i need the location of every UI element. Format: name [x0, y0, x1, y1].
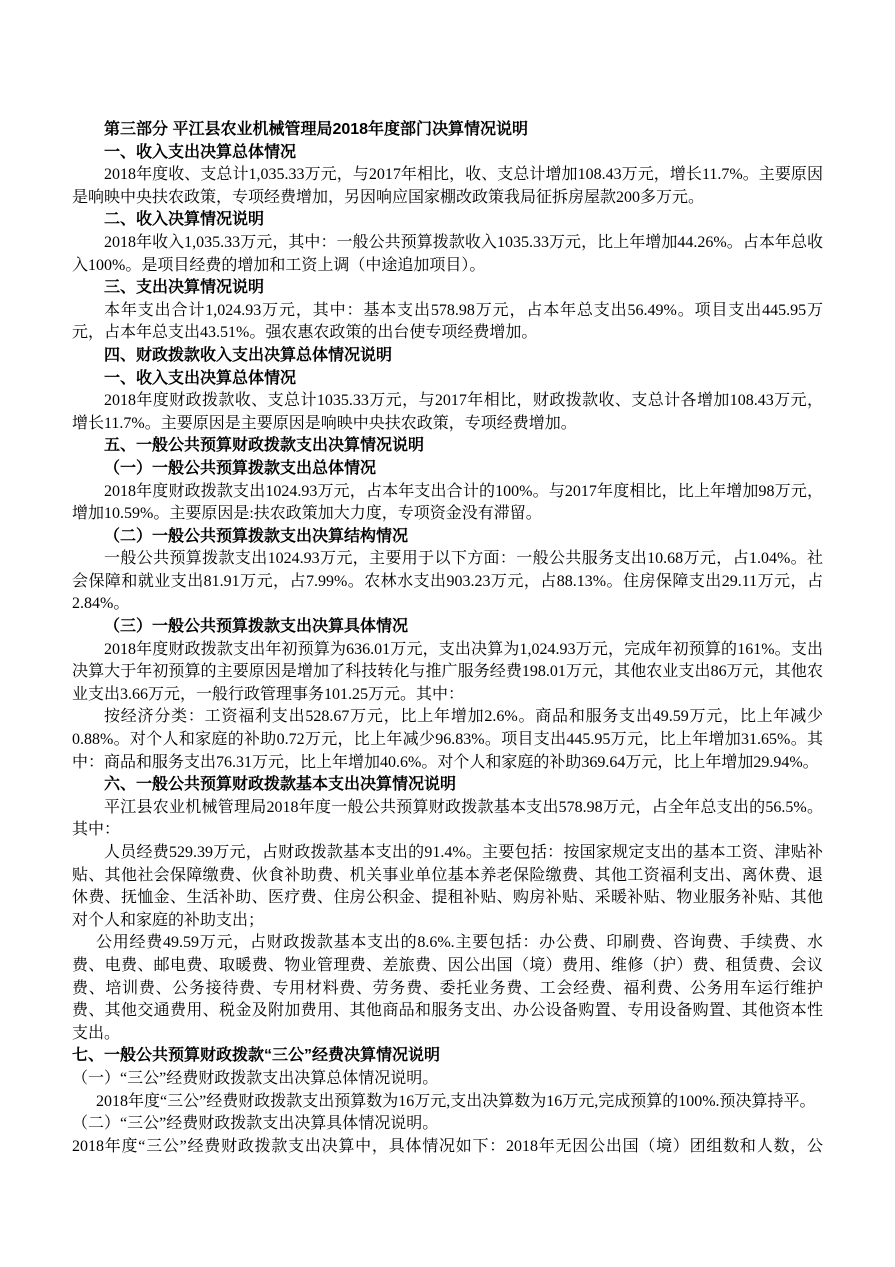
paragraph: 2018年度收、支总计1,035.33万元，与2017年相比，收、支总计增加108.43万元，增长11.7%。主要原因是响映中央扶农政策，专项经费增加，另因响应国家棚改政策我局征拆房屋款200多万元。 [72, 166, 823, 206]
section-heading: （一）一般公共预算拨款支出总体情况 [104, 459, 377, 477]
section-heading: （三）一般公共预算拨款支出决算具体情况 [104, 618, 409, 636]
section-heading: 五、一般公共预算财政拨款支出决算情况说明 [104, 437, 425, 455]
paragraph: 一般公共预算拨款支出1024.93万元，主要用于以下方面：一般公共服务支出10.68万元，占1.04%。社会保障和就业支出81.91万元，占7.99%。农林水支出903.23万元，占88.13%。住房保障支出29.11万元，占2.84%。 [72, 550, 823, 613]
paragraph: （二）“三公”经费财政拨款支出决算具体情况说明。 [72, 1115, 439, 1133]
paragraph: 2018年收入1,035.33万元，其中：一般公共预算拨款收入1035.33万元，比上年增加44.26%。占本年总收入100%。是项目经费的增加和工资上调（中途追加项目）。 [72, 233, 823, 274]
paragraph: 本年支出合计1,024.93万元，其中：基本支出578.98万元，占本年总支出56.49%。项目支出445.95万元，占本年总支出43.51%。强农惠农政策的出台使专项经费增加。 [72, 301, 823, 342]
paragraph: （一）“三公”经费财政拨款支出决算总体情况说明。 [72, 1069, 439, 1087]
section-heading: 七、一般公共预算财政拨款“三公”经费决算情况说明 [72, 1047, 441, 1065]
paragraph: 2018年度“三公”经费财政拨款支出决算中，具体情况如下：2018年无因公出国（境）团组数和人数，公 [72, 1137, 823, 1155]
section-heading: 三、支出决算情况说明 [104, 279, 265, 297]
document-body [72, 142, 823, 1159]
paragraph: 按经济分类：工资福利支出528.67万元，比上年增加2.6%。商品和服务支出49.59万元，比上年减少0.88%。对个人和家庭的补助0.72万元，比上年减少96.83%。项目支出445.95万元，比上年增加31.65%。其中：商品和服务支出76.31万元，比上年增加40.6%。对个人和家庭的补助369.64万元，比上年增加29.94%。 [72, 708, 823, 771]
section-heading: 二、收入决算情况说明 [104, 211, 265, 229]
section-heading: （二）一般公共预算拨款支出决算结构情况 [104, 527, 409, 545]
section-heading: 一、收入支出决算总体情况 [104, 369, 297, 387]
paragraph: 2018年度财政拨款支出1024.93万元，占本年支出合计的100%。与2017年度相比，比上年增加98万元，增加10.59%。主要原因是:扶农政策加大力度，专项资金没有滞留。 [72, 482, 823, 523]
paragraph: 人员经费529.39万元，占财政拨款基本支出的91.4%。主要包括：按国家规定支出的基本工资、津贴补贴、其他社会保障缴费、伙食补助费、机关事业单位基本养老保险缴费、其他工资福利支出、离休费、退休费、抚恤金、生活补助、医疗费、住房公积金、提租补贴、购房补贴、采暖补贴、物业服务补贴、其他对个人和家庭的补助支出； [72, 844, 823, 929]
paragraph: 2018年度财政拨款收、支总计1035.33万元，与2017年相比，财政拨款收、支总计各增加108.43万元，增长11.7%。主要原因是主要原因是响映中央扶农政策，专项经费增加。 [72, 392, 823, 432]
section-heading: 四、财政拨款收入支出决算总体情况说明 [104, 346, 393, 364]
paragraph: 2018年度财政拨款支出年初预算为636.01万元，支出决算为1,024.93万元，完成年初预算的161%。支出决算大于年初预算的主要原因是增加了科技转化与推广服务经费198.01万元，其他农业支出86万元，其他农业支出3.66万元，一般行政管理事务101.25万元。其中： [72, 640, 823, 703]
paragraph: 平江县农业机械管理局2018年度一般公共预算财政拨款基本支出578.98万元，占全年总支出的56.5%。其中： [72, 798, 823, 839]
page-title: 第三部分 平江县农业机械管理局2018年度部门决算情况说明 [104, 121, 529, 138]
paragraph: 公用经费49.59万元，占财政拨款基本支出的8.6%.主要包括：办公费、印刷费、咨询费、手续费、水费、电费、邮电费、取暖费、物业管理费、差旅费、因公出国（境）费用、维修（护）费、租赁费、会议费、培训费、公务接待费、专用材料费、劳务费、委托业务费、工会经费、福利费、公务用车运行维护费、其他交通费用、税金及附加费用、其他商品和服务支出、办公设备购置、专用设备购置、其他资本性支出。 [72, 934, 823, 1042]
section-heading: 一、收入支出决算总体情况 [104, 143, 297, 161]
paragraph: 2018年度“三公”经费财政拨款支出预算数为16万元,支出决算数为16万元,完成预算的100%.预决算持平。 [96, 1092, 816, 1110]
section-heading: 六、一般公共预算财政拨款基本支出决算情况说明 [104, 776, 457, 794]
